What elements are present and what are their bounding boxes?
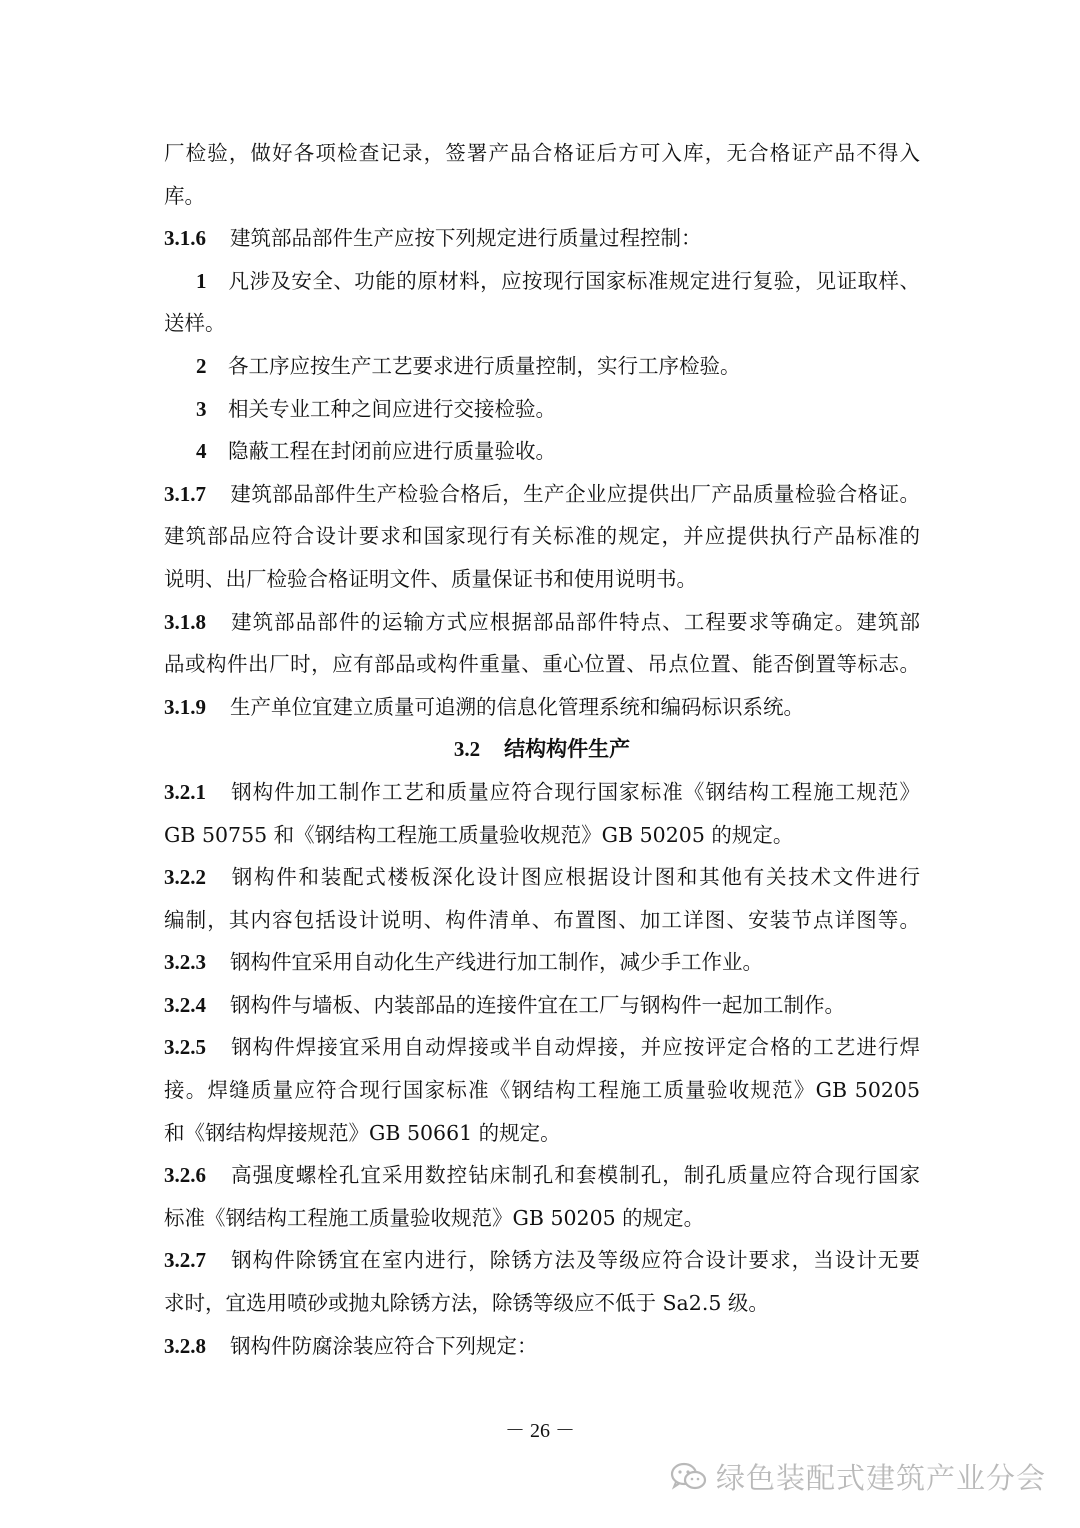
- clause-number: 3.2.7: [164, 1248, 206, 1273]
- line-text: GB 50755 和《钢结构工程施工质量验收规范》GB 50205 的规定。: [164, 822, 794, 847]
- clause-number: 3.2.2: [164, 865, 206, 890]
- item-number: 4: [196, 439, 207, 464]
- line-text: 建筑部品应符合设计要求和国家现行有关标准的规定，并应提供执行产品标准的: [164, 524, 920, 549]
- line-text: 钢构件加工制作工艺和质量应符合现行国家标准《钢结构工程施工规范》: [230, 779, 920, 804]
- section-heading-title: 结构构件生产: [504, 736, 631, 762]
- text-line: [164, 771, 920, 814]
- clause-number: 3.2.1: [164, 779, 206, 804]
- line-text: 钢构件防腐涂装应符合下列规定：: [230, 1333, 538, 1358]
- text-line: [164, 984, 920, 1027]
- text-line: [164, 899, 920, 942]
- line-text: 说明、出厂检验合格证明文件、质量保证书和使用说明书。: [164, 566, 697, 591]
- watermark-text: 绿色装配式建筑产业分会: [715, 1461, 1046, 1495]
- text-line: [164, 388, 920, 431]
- line-text: 求时，宜选用喷砂或抛丸除锈方法，除锈等级应不低于 Sa2.5 级。: [164, 1291, 769, 1316]
- text-line: [164, 260, 920, 303]
- line-text: 钢构件除锈宜在室内进行，除锈方法及等级应符合设计要求，当设计无要: [230, 1248, 920, 1273]
- line-text: 建筑部品部件生产检验合格后，生产企业应提供出厂产品质量检验合格证。: [230, 481, 920, 506]
- item-number: 2: [196, 353, 207, 378]
- line-text: 送样。: [164, 311, 226, 336]
- line-text: 库。: [164, 183, 205, 208]
- wechat-icon: [670, 1462, 708, 1492]
- text-line: [164, 1112, 920, 1155]
- text-line: [164, 856, 920, 899]
- text-line: [164, 941, 920, 984]
- text-line: [164, 515, 920, 558]
- line-text: 建筑部品部件的运输方式应根据部品部件特点、工程要求等确定。建筑部: [230, 609, 920, 634]
- text-line: [164, 558, 920, 601]
- clause-number: 3.1.9: [164, 694, 206, 719]
- text-line: [164, 430, 920, 473]
- clause-number: 3.2.5: [164, 1035, 206, 1060]
- text-line: [164, 1197, 920, 1240]
- text-line: [164, 643, 920, 686]
- text-line: [164, 302, 920, 345]
- line-text: 凡涉及安全、功能的原材料，应按现行国家标准规定进行复验，见证取样、: [228, 268, 920, 293]
- text-line: [164, 1325, 920, 1368]
- line-text: 生产单位宜建立质量可追溯的信息化管理系统和编码标识系统。: [230, 694, 804, 719]
- line-text: 建筑部品部件生产应按下列规定进行质量过程控制：: [230, 226, 702, 251]
- text-line: [164, 814, 920, 857]
- line-text: 和《钢结构焊接规范》GB 50661 的规定。: [164, 1120, 561, 1145]
- text-line: [164, 473, 920, 516]
- item-number: 3: [196, 396, 207, 421]
- watermark: [670, 1456, 1046, 1497]
- item-number: 1: [196, 268, 207, 293]
- line-text: 品或构件出厂时，应有部品或构件重量、重心位置、吊点位置、能否倒置等标志。: [164, 652, 920, 677]
- line-text: 接。焊缝质量应符合现行国家标准《钢结构工程施工质量验收规范》GB 50205: [164, 1078, 920, 1103]
- text-line: [164, 132, 920, 175]
- clause-number: 3.1.8: [164, 609, 206, 634]
- text-block-3-1: [164, 132, 920, 728]
- clause-number: 3.2.8: [164, 1333, 206, 1358]
- clause-number: 3.2.6: [164, 1163, 206, 1188]
- text-line: [164, 686, 920, 729]
- clause-number: 3.2.4: [164, 992, 206, 1017]
- document-page: [164, 132, 920, 1367]
- line-text: 厂检验，做好各项检查记录，签署产品合格证后方可入库，无合格证产品不得入: [164, 141, 920, 165]
- text-block-3-2: [164, 771, 920, 1367]
- line-text: 高强度螺栓孔宜采用数控钻床制孔和套模制孔，制孔质量应符合现行国家: [230, 1163, 920, 1188]
- text-line: [164, 175, 920, 218]
- line-text: 钢构件和装配式楼板深化设计图应根据设计图和其他有关技术文件进行: [230, 865, 920, 890]
- text-line: [164, 345, 920, 388]
- line-text: 相关专业工种之间应进行交接检验。: [228, 396, 556, 421]
- section-heading: [164, 728, 920, 771]
- line-text: 钢构件与墙板、内装部品的连接件宜在工厂与钢构件一起加工制作。: [230, 992, 845, 1017]
- text-line: [164, 1282, 920, 1325]
- text-line: [164, 1069, 920, 1112]
- text-line: [164, 601, 920, 644]
- line-text: 各工序应按生产工艺要求进行质量控制，实行工序检验。: [228, 353, 741, 378]
- text-line: [164, 217, 920, 260]
- section-heading-number: 3.2: [453, 737, 481, 762]
- line-text: 钢构件宜采用自动化生产线进行加工制作，减少手工作业。: [230, 950, 763, 975]
- clause-number: 3.1.6: [164, 226, 206, 251]
- line-text: 钢构件焊接宜采用自动焊接或半自动焊接，并应按评定合格的工艺进行焊: [230, 1035, 920, 1060]
- page-number: － 26 －: [505, 1420, 575, 1442]
- clause-number: 3.1.7: [164, 481, 206, 506]
- text-line: [164, 1239, 920, 1282]
- line-text: 隐蔽工程在封闭前应进行质量验收。: [228, 439, 556, 464]
- line-text: 标准《钢结构工程施工质量验收规范》GB 50205 的规定。: [164, 1205, 705, 1230]
- clause-number: 3.2.3: [164, 950, 206, 975]
- text-line: [164, 1154, 920, 1197]
- line-text: 编制，其内容包括设计说明、构件清单、布置图、加工详图、安装节点详图等。: [164, 907, 920, 932]
- text-line: [164, 1026, 920, 1069]
